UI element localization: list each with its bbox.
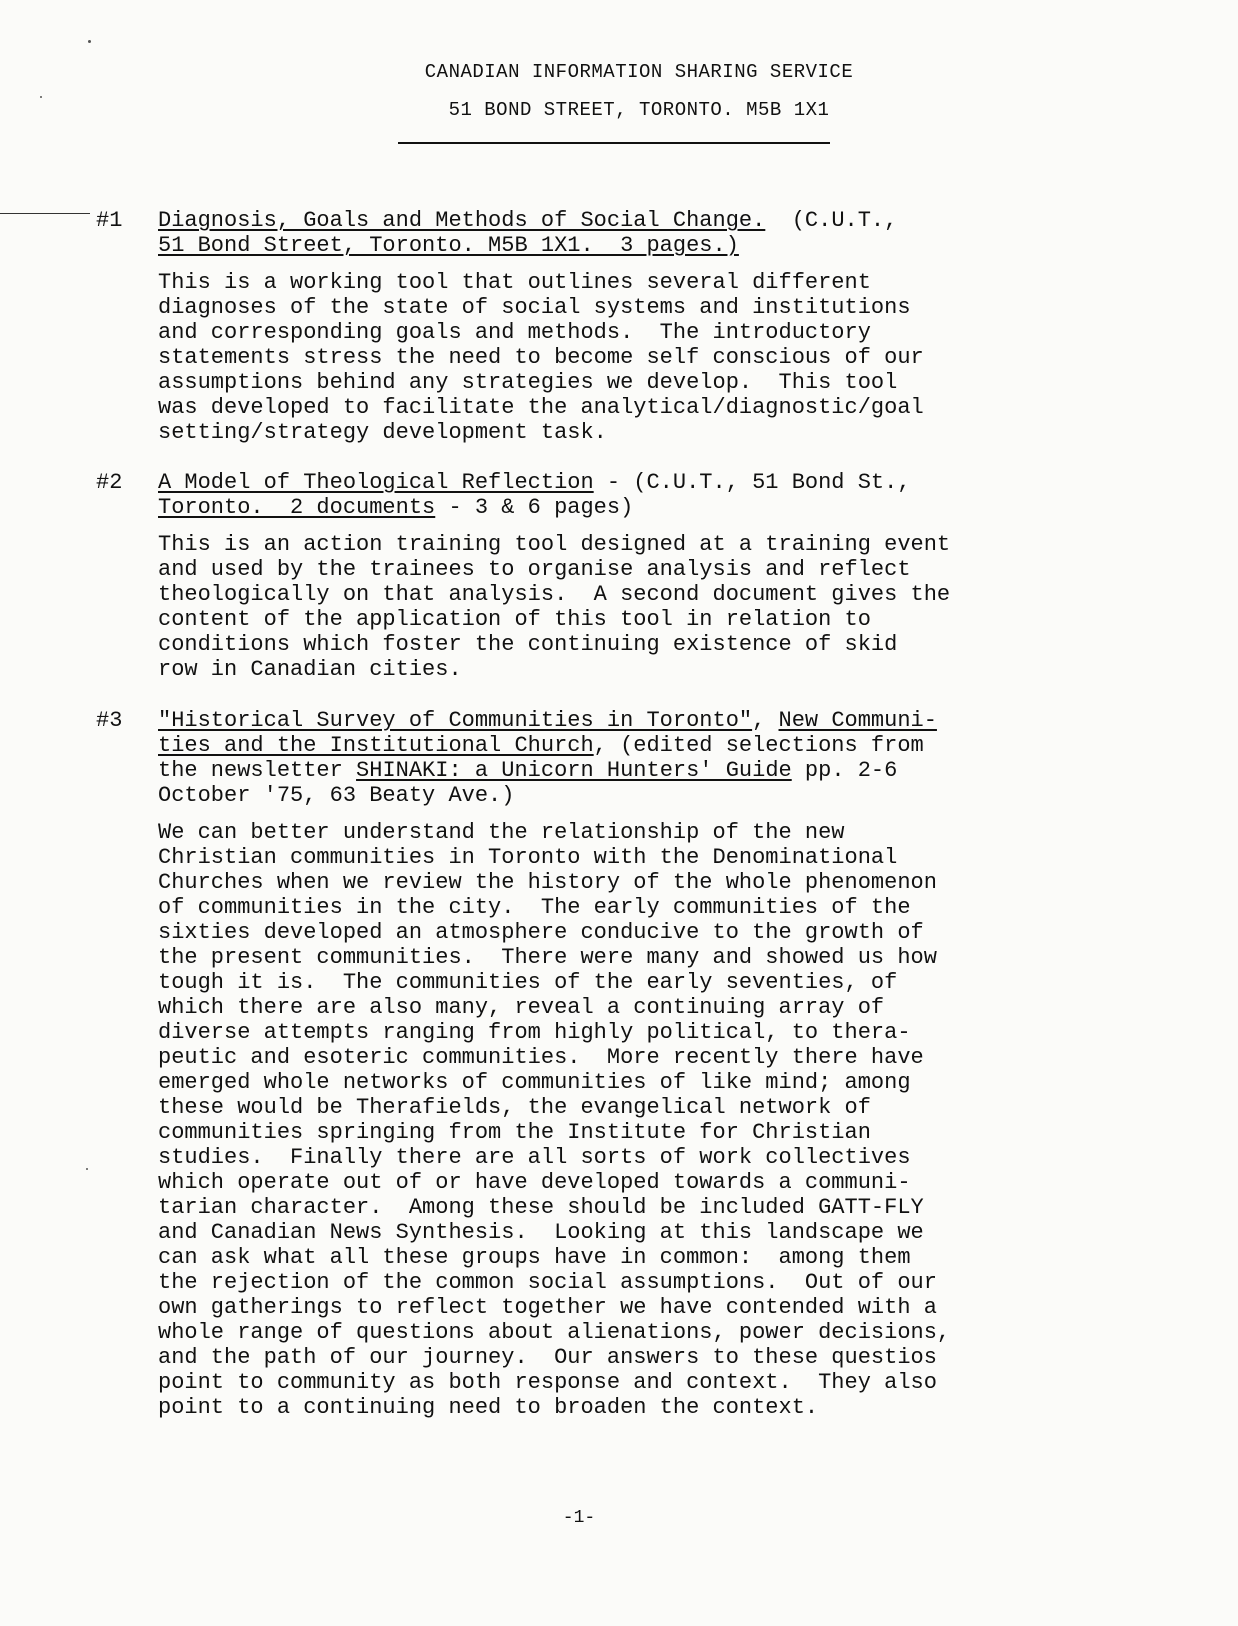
abstract-line: This is a working tool that outlines several different — [158, 270, 871, 295]
abstract-line: whole range of questions about alienations, power decisions, — [158, 1320, 951, 1345]
abstract-line: which there are also many, reveal a continuing array of — [158, 995, 885, 1020]
margin-mark — [0, 213, 90, 214]
abstract-line: theologically on that analysis. A second document gives the — [158, 582, 951, 607]
underlined-title: Toronto. 2 documents — [158, 495, 436, 520]
citation-line — [158, 783, 1058, 808]
abstract-line: diagnoses of the state of social systems and institutions — [158, 295, 911, 320]
entry-citation — [158, 708, 1058, 808]
citation-line — [158, 758, 1058, 783]
citation-text: October '75, 63 Beaty Ave.) — [158, 783, 515, 808]
abstract-line: tough it is. The communities of the early seventies, of — [158, 970, 898, 995]
citation-line — [158, 495, 1058, 520]
citation-line — [158, 208, 1058, 233]
abstract-line: communities springing from the Institute for Christian — [158, 1120, 871, 1145]
abstract-line: the rejection of the common social assumptions. Out of our — [158, 1270, 937, 1295]
entry-abstract — [158, 820, 1058, 1420]
paper-speck — [86, 1168, 88, 1170]
abstract-line: own gatherings to reflect together we have contended with a — [158, 1295, 937, 1320]
entry-citation — [158, 208, 1058, 258]
abstract-line: content of the application of this tool in relation to — [158, 607, 871, 632]
underlined-title: New Communi- — [778, 708, 937, 733]
abstract-line: Christian communities in Toronto with the Denominational — [158, 845, 898, 870]
abstract-line: was developed to facilitate the analytical/diagnostic/goal — [158, 395, 924, 420]
citation-text: , — [752, 708, 779, 733]
abstract-line: sixties developed an atmosphere conducive to the growth of — [158, 920, 924, 945]
abstract-line: of communities in the city. The early communities of the — [158, 895, 911, 920]
citation-line — [158, 733, 1058, 758]
abstract-line: the present communities. There were many and showed us how — [158, 945, 937, 970]
citation-text: , (edited selections from — [593, 733, 924, 758]
abstract-line: row in Canadian cities. — [158, 657, 462, 682]
underlined-title: Diagnosis, Goals and Methods of Social Change. — [158, 208, 766, 233]
header-rule — [398, 142, 830, 144]
abstract-line: studies. Finally there are all sorts of work collectives — [158, 1145, 911, 1170]
underlined-title: 51 Bond Street, Toronto. M5B 1X1. 3 pages.) — [158, 233, 739, 258]
citation-text: (C.U.T., — [765, 208, 898, 233]
abstract-line: and corresponding goals and methods. The introductory — [158, 320, 871, 345]
abstract-line: setting/strategy development task. — [158, 420, 607, 445]
citation-line — [158, 470, 1058, 495]
paper-speck — [40, 96, 42, 98]
abstract-line: This is an action training tool designed at a training event — [158, 532, 951, 557]
abstract-line: statements stress the need to become self conscious of our — [158, 345, 924, 370]
organization-address: 51 BOND STREET, TORONTO. M5B 1X1 — [448, 99, 830, 121]
abstract-line: tarian character. Among these should be included GATT-FLY — [158, 1195, 924, 1220]
entry-number: #1 — [96, 208, 123, 233]
abstract-line: point to community as both response and context. They also — [158, 1370, 937, 1395]
abstract-line: and Canadian News Synthesis. Looking at this landscape we — [158, 1220, 924, 1245]
citation-text: the newsletter — [158, 758, 357, 783]
entry-citation — [158, 470, 1058, 520]
abstract-line: diverse attempts ranging from highly political, to thera- — [158, 1020, 911, 1045]
abstract-line: which operate out of or have developed towards a communi- — [158, 1170, 911, 1195]
page-number: -1- — [562, 1508, 596, 1528]
underlined-title: "Historical Survey of Communities in Toronto" — [158, 708, 753, 733]
citation-text: pp. 2-6 — [791, 758, 898, 783]
citation-text: - (C.U.T., 51 Bond St., — [593, 470, 911, 495]
entry-abstract — [158, 270, 1058, 445]
abstract-line: Churches when we review the history of the whole phenomenon — [158, 870, 937, 895]
underlined-title: ties and the Institutional Church — [158, 733, 594, 758]
abstract-line: and the path of our journey. Our answers to these questios — [158, 1345, 937, 1370]
entry-abstract — [158, 532, 1058, 682]
abstract-line: We can better understand the relationship of the new — [158, 820, 845, 845]
organization-name: CANADIAN INFORMATION SHARING SERVICE — [424, 61, 854, 83]
abstract-line: emerged whole networks of communities of like mind; among — [158, 1070, 911, 1095]
paper-speck — [88, 40, 91, 43]
entry-number: #2 — [96, 470, 123, 495]
citation-line — [158, 233, 1058, 258]
abstract-line: peutic and esoteric communities. More recently there have — [158, 1045, 924, 1070]
letterhead — [0, 58, 1238, 124]
abstract-line: conditions which foster the continuing existence of skid — [158, 632, 898, 657]
abstract-line: can ask what all these groups have in common: among them — [158, 1245, 911, 1270]
entry-number: #3 — [96, 708, 123, 733]
underlined-title: SHINAKI: a Unicorn Hunters' Guide — [356, 758, 792, 783]
citation-line — [158, 708, 1058, 733]
abstract-line: point to a continuing need to broaden the context. — [158, 1395, 819, 1420]
underlined-title: A Model of Theological Reflection — [158, 470, 594, 495]
abstract-line: assumptions behind any strategies we develop. This tool — [158, 370, 898, 395]
abstract-line: these would be Therafields, the evangelical network of — [158, 1095, 871, 1120]
abstract-line: and used by the trainees to organise analysis and reflect — [158, 557, 911, 582]
citation-text: - 3 & 6 pages) — [435, 495, 634, 520]
